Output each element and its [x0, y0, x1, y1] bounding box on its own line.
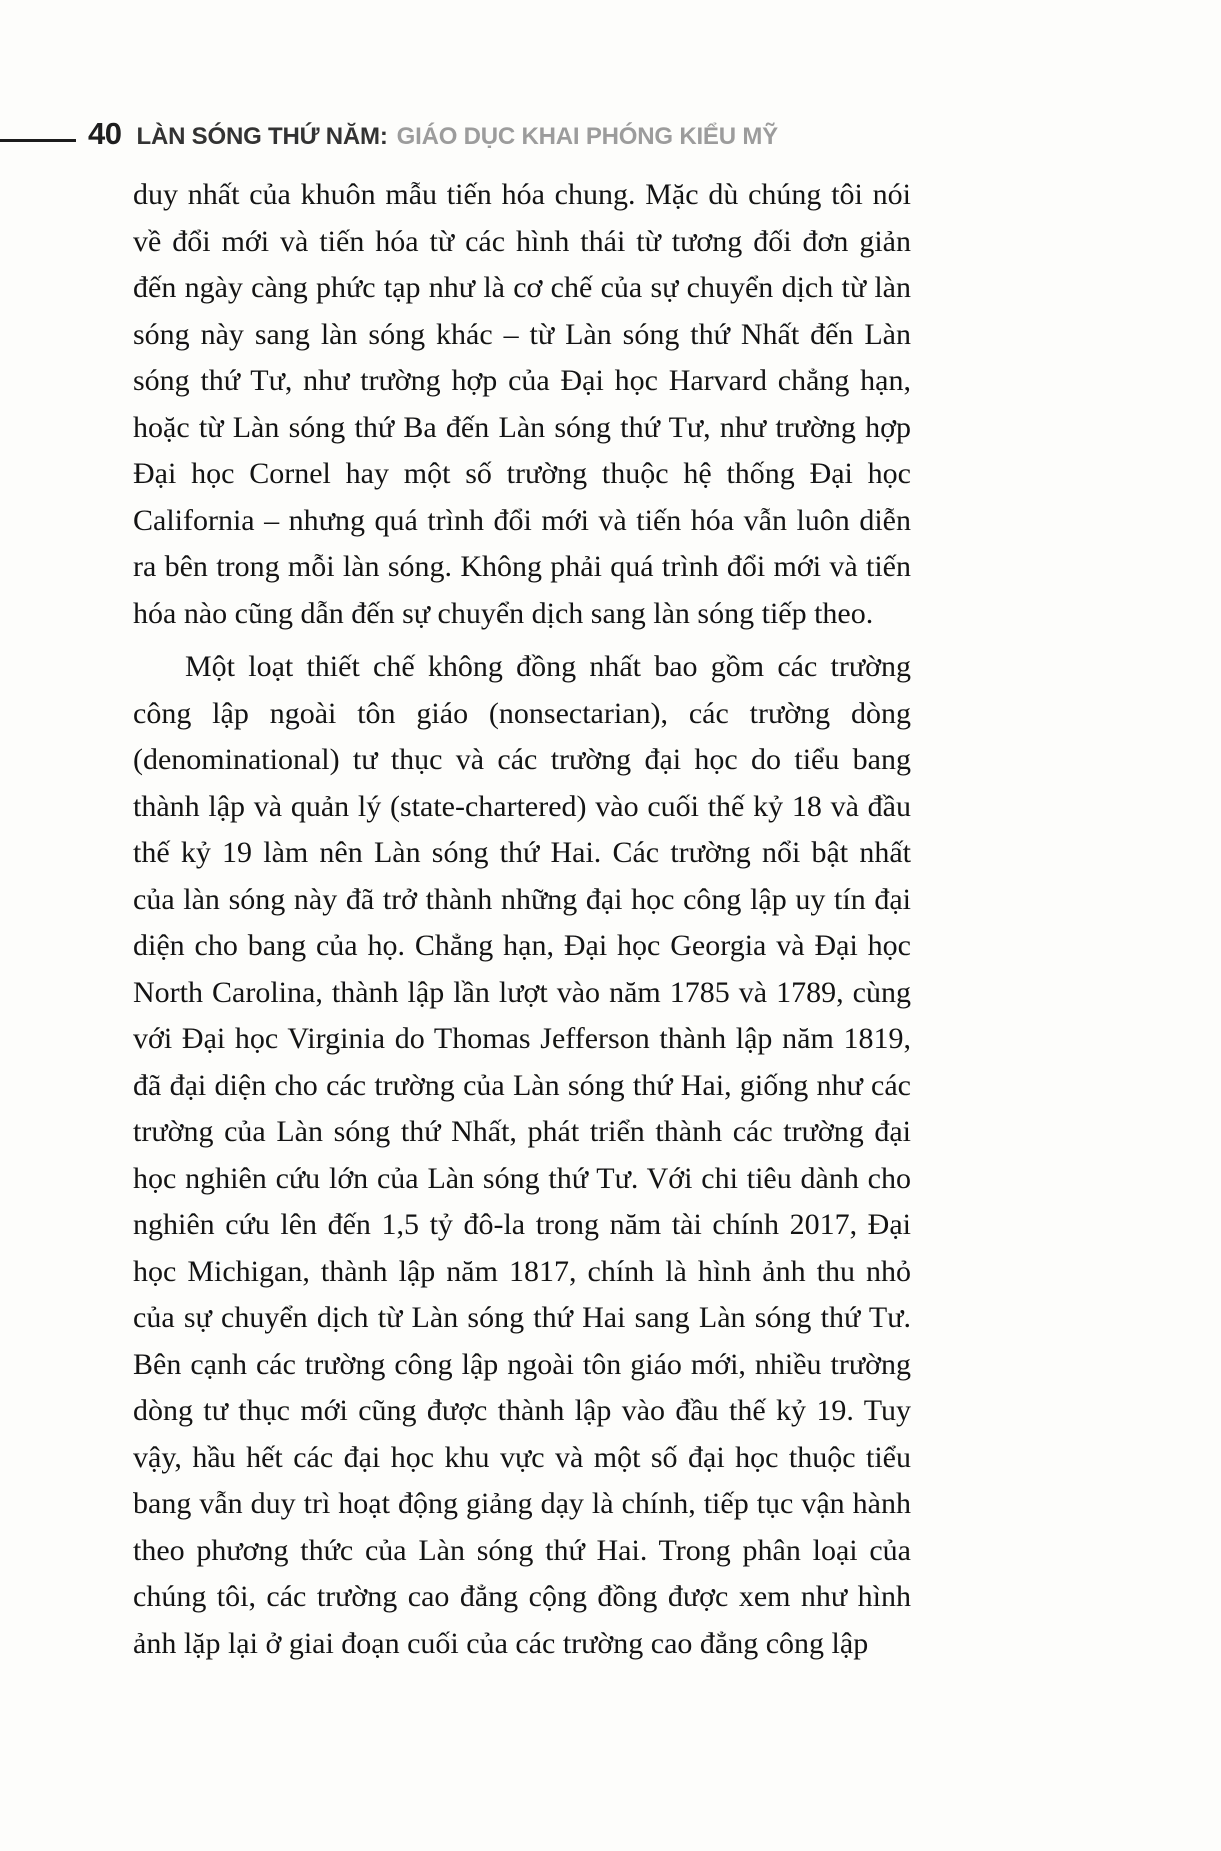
- running-header: [88, 116, 778, 152]
- page-number: 40: [88, 116, 122, 151]
- header-rule: [0, 139, 76, 142]
- running-title: [136, 123, 777, 151]
- paragraph-1: duy nhất của khuôn mẫu tiến hóa chung. Mặc dù chúng tôi nói về đổi mới và tiến hóa từ các hình thái từ tương đối đơn giản đến ngày càng phức tạp như là cơ chế của sự chuyển dịch từ làn sóng này sang làn sóng khác – từ Làn sóng thứ Nhất đến Làn sóng thứ Tư, như trường hợp của Đại học Harvard chẳng hạn, hoặc từ Làn sóng thứ Ba đến Làn sóng thứ Tư, như trường hợp Đại học Cornel hay một số trường thuộc hệ thống Đại học California – nhưng quá trình đổi mới và tiến hóa vẫn luôn diễn ra bên trong mỗi làn sóng. Không phải quá trình đổi mới và tiến hóa nào cũng dẫn đến sự chuyển dịch sang làn sóng tiếp theo.: [133, 178, 911, 630]
- running-title-sub: GIÁO DỤC KHAI PHÓNG KIỂU MỸ: [396, 123, 778, 150]
- running-title-main: LÀN SÓNG THỨ NĂM:: [136, 123, 388, 150]
- paragraph-2: Một loạt thiết chế không đồng nhất bao gồm các trường công lập ngoài tôn giáo (nonsectarian), các trường dòng (denominational) tư thục và các trường đại học do tiểu bang thành lập và quản lý (state-chartered) vào cuối thế kỷ 18 và đầu thế kỷ 19 làm nên Làn sóng thứ Hai. Các trường nổi bật nhất của làn sóng này đã trở thành những đại học công lập uy tín đại diện cho bang của họ. Chẳng hạn, Đại học Georgia và Đại học North Carolina, thành lập lần lượt vào năm 1785 và 1789, cùng với Đại học Virginia do Thomas Jefferson thành lập năm 1819, đã đại diện cho các trường của Làn sóng thứ Hai, giống như các trường của Làn sóng thứ Nhất, phát triển thành các trường đại học nghiên cứu lớn của Làn sóng thứ Tư. Với chi tiêu dành cho nghiên cứu lên đến 1,5 tỷ đô-la trong năm tài chính 2017, Đại học Michigan, thành lập năm 1817, chính là hình ảnh thu nhỏ của sự chuyển dịch từ Làn sóng thứ Hai sang Làn sóng thứ Tư. Bên cạnh các trường công lập ngoài tôn giáo mới, nhiều trường dòng tư thục mới cũng được thành lập vào đầu thế kỷ 19. Tuy vậy, hầu hết các đại học khu vực và một số đại học thuộc tiểu bang vẫn duy trì hoạt động giảng dạy là chính, tiếp tục vận hành theo phương thức của Làn sóng thứ Hai. Trong phân loại của chúng tôi, các trường cao đẳng cộng đồng được xem như hình ảnh lặp lại ở giai đoạn cuối của các trường cao đẳng công lập: [133, 650, 911, 1660]
- body-text: [133, 172, 911, 1667]
